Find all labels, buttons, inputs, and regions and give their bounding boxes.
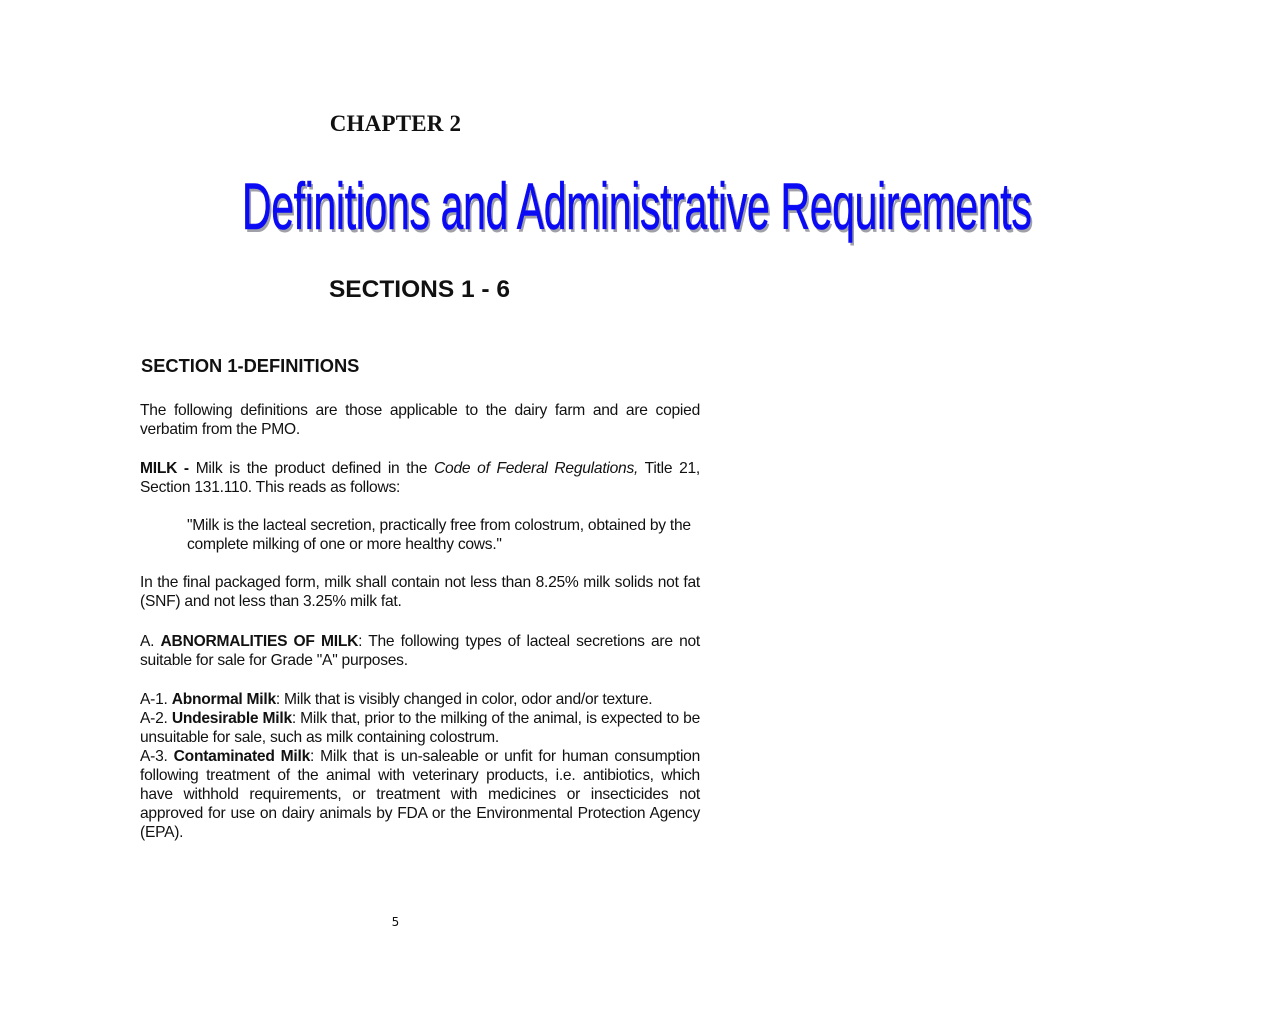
abnormalities-term: ABNORMALITIES OF MILK <box>160 633 359 650</box>
abnormalities-text: : The following types of lacteal secretions are not suitable for sale for Grade "A" purposes. <box>140 633 700 669</box>
abnormalities-paragraph <box>140 632 700 670</box>
item-term: Contaminated Milk <box>173 748 310 765</box>
milk-text-before: Milk is the product defined in the <box>188 460 435 477</box>
milk-quote: "Milk is the lacteal secretion, practically free from colostrum, obtained by the complete milking of one or more healthy cows." <box>187 517 691 553</box>
abnormality-item-a2 <box>140 709 700 747</box>
cfr-citation: Code of Federal Regulations, <box>434 460 639 477</box>
final-form-paragraph: In the final packaged form, milk shall contain not less than 8.25% milk solids not fat (SNF) and not less than 3.25% milk fat. <box>140 574 700 610</box>
intro-paragraph: The following definitions are those applicable to the dairy farm and are copied verbatim from the PMO. <box>140 402 700 438</box>
item-prefix: A-1. <box>140 691 172 708</box>
abnormality-item-a3 <box>140 747 700 842</box>
item-term: Abnormal Milk <box>171 691 276 708</box>
abnormalities-prefix: A. <box>140 633 161 650</box>
item-term: Undesirable Milk <box>171 710 292 727</box>
chapter-title-container <box>0 166 1032 246</box>
chapter-label: CHAPTER 2 <box>329 111 462 136</box>
sections-range: SECTIONS 1 - 6 <box>328 276 511 303</box>
milk-definition-paragraph <box>140 459 700 497</box>
item-prefix: A-2. <box>140 710 172 727</box>
section-heading: SECTION 1-DEFINITIONS <box>141 355 360 376</box>
abnormality-item-a1 <box>140 690 700 709</box>
item-text: : Milk that is un-saleable or unfit for human consumption following treatment of the animal with veterinary products, i.e. antibiotics, which have withhold requirements, or treatment with medicines or insecticides not approved for use on dairy animals by FDA or the Environmental Protection Agency (EPA). <box>140 748 701 841</box>
milk-term: MILK - <box>140 460 189 477</box>
item-text: : Milk that, prior to the milking of the animal, is expected to be unsuitable for sale, such as milk containing colostrum. <box>140 710 701 746</box>
chapter-title: Definitions and Administrative Requirements <box>241 169 1032 243</box>
item-text: : Milk that is visibly changed in color, odor and/or texture. <box>275 691 653 708</box>
page-number: 5 <box>391 915 400 929</box>
milk-text-after: Title 21, Section 131.110. This reads as follows: <box>140 460 700 496</box>
item-prefix: A-3. <box>140 748 174 765</box>
